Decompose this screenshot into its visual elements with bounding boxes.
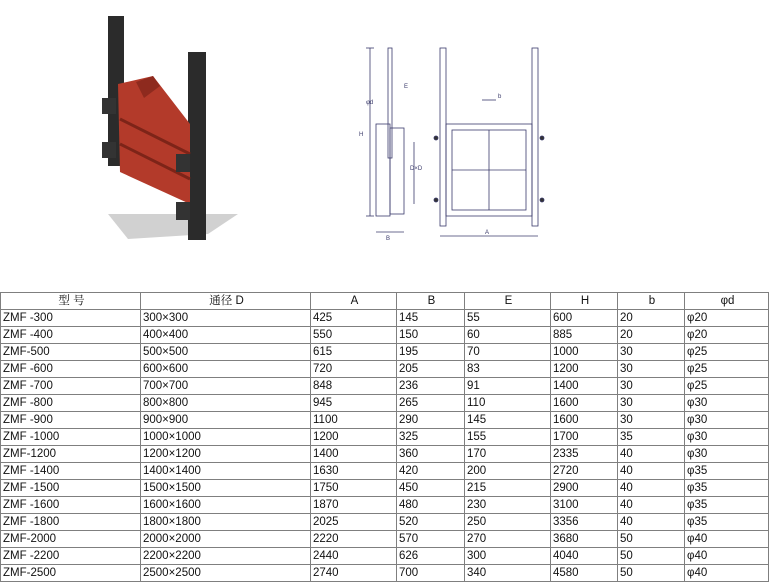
table-cell-e: 200: [465, 463, 551, 480]
table-cell-h: 1600: [551, 395, 618, 412]
table-cell-model: ZMF-2500: [1, 565, 141, 582]
column-header-h: H: [551, 293, 618, 310]
table-cell-bore-d: 1500×1500: [141, 480, 311, 497]
table-row: [1, 327, 769, 344]
table-cell-a: 848: [311, 378, 397, 395]
table-cell-model: ZMF -2200: [1, 548, 141, 565]
table-row: [1, 310, 769, 327]
photo-shadow: [108, 214, 238, 239]
table-cell-phid: φ30: [685, 412, 769, 429]
table-cell-a: 2025: [311, 514, 397, 531]
table-cell-h: 3100: [551, 497, 618, 514]
table-cell-bore-d: 2500×2500: [141, 565, 311, 582]
table-cell-b: 360: [397, 446, 465, 463]
table-row: [1, 480, 769, 497]
table-cell-h: 4580: [551, 565, 618, 582]
table-cell-e: 70: [465, 344, 551, 361]
table-cell-phid: φ20: [685, 327, 769, 344]
table-cell-a: 1100: [311, 412, 397, 429]
table-cell-h: 2720: [551, 463, 618, 480]
table-cell-e: 250: [465, 514, 551, 531]
table-cell-phid: φ30: [685, 395, 769, 412]
table-cell-bore-d: 800×800: [141, 395, 311, 412]
table-cell-bore-d: 600×600: [141, 361, 311, 378]
table-cell-h: 3356: [551, 514, 618, 531]
table-cell-bore-d: 500×500: [141, 344, 311, 361]
table-cell-model: ZMF -600: [1, 361, 141, 378]
table-cell-bore-d: 1800×1800: [141, 514, 311, 531]
table-cell-e: 215: [465, 480, 551, 497]
table-cell-a: 615: [311, 344, 397, 361]
table-row: [1, 395, 769, 412]
table-cell-model: ZMF-500: [1, 344, 141, 361]
table-cell-b-small: 50: [618, 548, 685, 565]
table-row: [1, 463, 769, 480]
front-view: [434, 48, 544, 236]
table-cell-b-small: 40: [618, 497, 685, 514]
drawing-label-b-top: b: [498, 94, 502, 100]
table-cell-bore-d: 900×900: [141, 412, 311, 429]
table-cell-bore-d: 2200×2200: [141, 548, 311, 565]
table-cell-e: 110: [465, 395, 551, 412]
table-cell-e: 230: [465, 497, 551, 514]
table-cell-h: 3680: [551, 531, 618, 548]
column-header-model: 型 号: [1, 293, 141, 310]
table-cell-phid: φ35: [685, 497, 769, 514]
table-row: [1, 361, 769, 378]
drawing-label-phid: φd: [366, 100, 374, 106]
table-cell-model: ZMF -700: [1, 378, 141, 395]
table-cell-bore-d: 300×300: [141, 310, 311, 327]
column-header-b-small: b: [618, 293, 685, 310]
table-row: [1, 565, 769, 582]
table-cell-phid: φ40: [685, 565, 769, 582]
table-cell-e: 340: [465, 565, 551, 582]
wedge-block: [102, 98, 116, 114]
table-cell-phid: φ40: [685, 548, 769, 565]
table-cell-bore-d: 1400×1400: [141, 463, 311, 480]
table-cell-a: 1870: [311, 497, 397, 514]
table-cell-h: 1600: [551, 412, 618, 429]
table-cell-b: 450: [397, 480, 465, 497]
table-header-row: [1, 293, 769, 310]
table-cell-a: 1200: [311, 429, 397, 446]
table-cell-b: 195: [397, 344, 465, 361]
table-body: [1, 310, 769, 582]
table-row: [1, 344, 769, 361]
table-cell-b: 420: [397, 463, 465, 480]
column-header-bore-d: 通径 D: [141, 293, 311, 310]
table-cell-b: 520: [397, 514, 465, 531]
table-cell-model: ZMF -1000: [1, 429, 141, 446]
table-cell-model: ZMF -900: [1, 412, 141, 429]
table-cell-model: ZMF -800: [1, 395, 141, 412]
column-header-phid: φd: [685, 293, 769, 310]
right-guide-rail: [188, 52, 206, 240]
table-cell-b-small: 30: [618, 412, 685, 429]
table-cell-a: 720: [311, 361, 397, 378]
table-row: [1, 412, 769, 429]
wedge-block: [176, 154, 190, 172]
drawing-label-e: E: [404, 84, 409, 90]
table-cell-e: 83: [465, 361, 551, 378]
table-cell-bore-d: 1200×1200: [141, 446, 311, 463]
side-view: [359, 48, 423, 242]
table-cell-model: ZMF -300: [1, 310, 141, 327]
table-cell-b-small: 35: [618, 429, 685, 446]
table-cell-e: 145: [465, 412, 551, 429]
table-cell-a: 2440: [311, 548, 397, 565]
table-cell-model: ZMF-2000: [1, 531, 141, 548]
table-cell-e: 300: [465, 548, 551, 565]
drawing-label-dxd: D×D: [410, 166, 423, 172]
table-cell-phid: φ35: [685, 480, 769, 497]
table-cell-b-small: 50: [618, 565, 685, 582]
table-cell-model: ZMF -1400: [1, 463, 141, 480]
table-cell-b: 236: [397, 378, 465, 395]
sluice-gate-photo: [98, 14, 248, 244]
gate-plate: [118, 76, 190, 204]
table-row: [1, 548, 769, 565]
table-cell-e: 55: [465, 310, 551, 327]
table-cell-h: 885: [551, 327, 618, 344]
table-cell-model: ZMF -1600: [1, 497, 141, 514]
wedge-block: [176, 202, 190, 220]
table-cell-b: 480: [397, 497, 465, 514]
table-cell-b-small: 20: [618, 327, 685, 344]
table-cell-e: 91: [465, 378, 551, 395]
table-row: [1, 497, 769, 514]
table-cell-h: 1700: [551, 429, 618, 446]
table-cell-h: 600: [551, 310, 618, 327]
table-cell-a: 2220: [311, 531, 397, 548]
table-cell-b-small: 30: [618, 344, 685, 361]
table-cell-phid: φ25: [685, 361, 769, 378]
table-cell-a: 1750: [311, 480, 397, 497]
table-cell-b-small: 40: [618, 480, 685, 497]
table-cell-b-small: 20: [618, 310, 685, 327]
table-cell-phid: φ35: [685, 463, 769, 480]
column-header-a: A: [311, 293, 397, 310]
wedge-block: [102, 142, 116, 158]
column-header-b: B: [397, 293, 465, 310]
table-cell-a: 1400: [311, 446, 397, 463]
table-cell-a: 550: [311, 327, 397, 344]
table-cell-phid: φ30: [685, 446, 769, 463]
table-row: [1, 429, 769, 446]
table-cell-phid: φ40: [685, 531, 769, 548]
table-cell-a: 425: [311, 310, 397, 327]
table-row: [1, 531, 769, 548]
drawing-label-b-left: B: [386, 236, 391, 242]
table-cell-b-small: 40: [618, 514, 685, 531]
spec-table: [0, 292, 769, 582]
table-cell-b-small: 40: [618, 446, 685, 463]
table-cell-b: 570: [397, 531, 465, 548]
table-cell-h: 1000: [551, 344, 618, 361]
table-cell-b: 700: [397, 565, 465, 582]
table-cell-b: 265: [397, 395, 465, 412]
table-cell-b-small: 30: [618, 378, 685, 395]
table-cell-b: 205: [397, 361, 465, 378]
table-cell-phid: φ20: [685, 310, 769, 327]
table-cell-phid: φ30: [685, 429, 769, 446]
table-cell-bore-d: 1000×1000: [141, 429, 311, 446]
table-cell-e: 60: [465, 327, 551, 344]
table-cell-bore-d: 400×400: [141, 327, 311, 344]
drawing-label-a: A: [485, 230, 490, 236]
table-cell-e: 155: [465, 429, 551, 446]
table-cell-h: 2900: [551, 480, 618, 497]
table-cell-model: ZMF -1800: [1, 514, 141, 531]
table-cell-b: 626: [397, 548, 465, 565]
table-cell-b-small: 30: [618, 395, 685, 412]
table-cell-b: 150: [397, 327, 465, 344]
table-cell-e: 170: [465, 446, 551, 463]
table-cell-h: 1400: [551, 378, 618, 395]
table-cell-a: 2740: [311, 565, 397, 582]
sluice-gate-drawing: [352, 44, 550, 242]
column-header-e: E: [465, 293, 551, 310]
table-cell-b: 290: [397, 412, 465, 429]
drawing-label-h: H: [359, 132, 364, 138]
table-row: [1, 446, 769, 463]
table-cell-phid: φ25: [685, 344, 769, 361]
table-cell-model: ZMF -1500: [1, 480, 141, 497]
table-cell-b: 145: [397, 310, 465, 327]
table-row: [1, 378, 769, 395]
table-cell-b-small: 40: [618, 463, 685, 480]
table-cell-bore-d: 1600×1600: [141, 497, 311, 514]
table-cell-a: 945: [311, 395, 397, 412]
table-cell-h: 2335: [551, 446, 618, 463]
table-cell-h: 1200: [551, 361, 618, 378]
table-cell-bore-d: 2000×2000: [141, 531, 311, 548]
table-cell-e: 270: [465, 531, 551, 548]
table-cell-a: 1630: [311, 463, 397, 480]
table-cell-phid: φ35: [685, 514, 769, 531]
table-cell-phid: φ25: [685, 378, 769, 395]
table-cell-h: 4040: [551, 548, 618, 565]
table-cell-model: ZMF -400: [1, 327, 141, 344]
table-cell-bore-d: 700×700: [141, 378, 311, 395]
table-cell-b-small: 30: [618, 361, 685, 378]
table-cell-model: ZMF-1200: [1, 446, 141, 463]
table-row: [1, 514, 769, 531]
table-cell-b: 325: [397, 429, 465, 446]
table-cell-b-small: 50: [618, 531, 685, 548]
